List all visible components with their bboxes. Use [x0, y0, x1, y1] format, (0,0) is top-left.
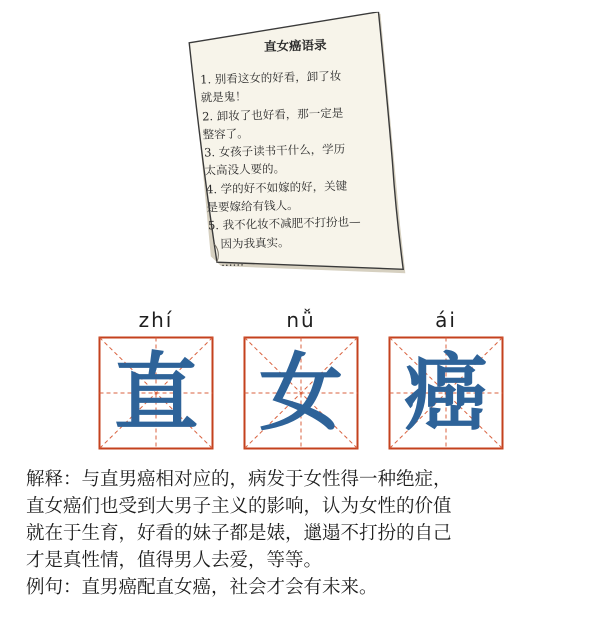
note-line: 4. 学的好不如嫁的好，关键 [205, 178, 348, 197]
example-line: 例句：直男癌配直女癌，社会才会有未来。 [26, 577, 378, 598]
definition-line: 解释：与直男癌相对应的，病发于女性得一种绝症， [26, 469, 452, 490]
note-line: 就是鬼！ [200, 89, 247, 105]
pinyin-label: nǚ [286, 308, 316, 332]
character-grid [98, 336, 214, 450]
note-line: 5. 我不化妆不减肥不打扮也— [207, 214, 361, 233]
note-title: 直女癌语录 [263, 37, 327, 54]
definition-line: 就在于生育，好看的妹子都是婊，邋遢不打扮的自己 [26, 523, 452, 544]
pinyin-label: ái [435, 308, 457, 332]
note-line: 2. 卸妆了也好看，那一定是 [201, 105, 344, 124]
note-lines [198, 65, 403, 271]
grid-character: 女 [258, 344, 343, 442]
grid-character: 直 [113, 344, 198, 442]
pinyin-label: zhí [138, 308, 174, 332]
note-line: 3. 女孩子读书干什么，学历 [203, 141, 346, 160]
quote-note [185, 11, 412, 285]
definition-text [26, 466, 596, 601]
definition-line: 直女癌们也受到大男子主义的影响，认为女性的价值 [26, 496, 452, 517]
note-line: 太高没人要的。 [204, 161, 286, 178]
note-line: 1. 别看这女的好看，卸了妆 [199, 68, 342, 87]
note-line: 整容了。 [202, 126, 249, 142]
note-line: 因为我真实。 [220, 234, 290, 251]
grid-character: 癌 [403, 344, 488, 442]
character-grid [388, 336, 504, 450]
note-line: 是要嫁给有钱人。 [206, 198, 299, 215]
note-line: …… [220, 254, 245, 270]
definition-line: 才是真性情，值得男人去爱，等等。 [26, 550, 323, 571]
character-grid [243, 336, 359, 450]
